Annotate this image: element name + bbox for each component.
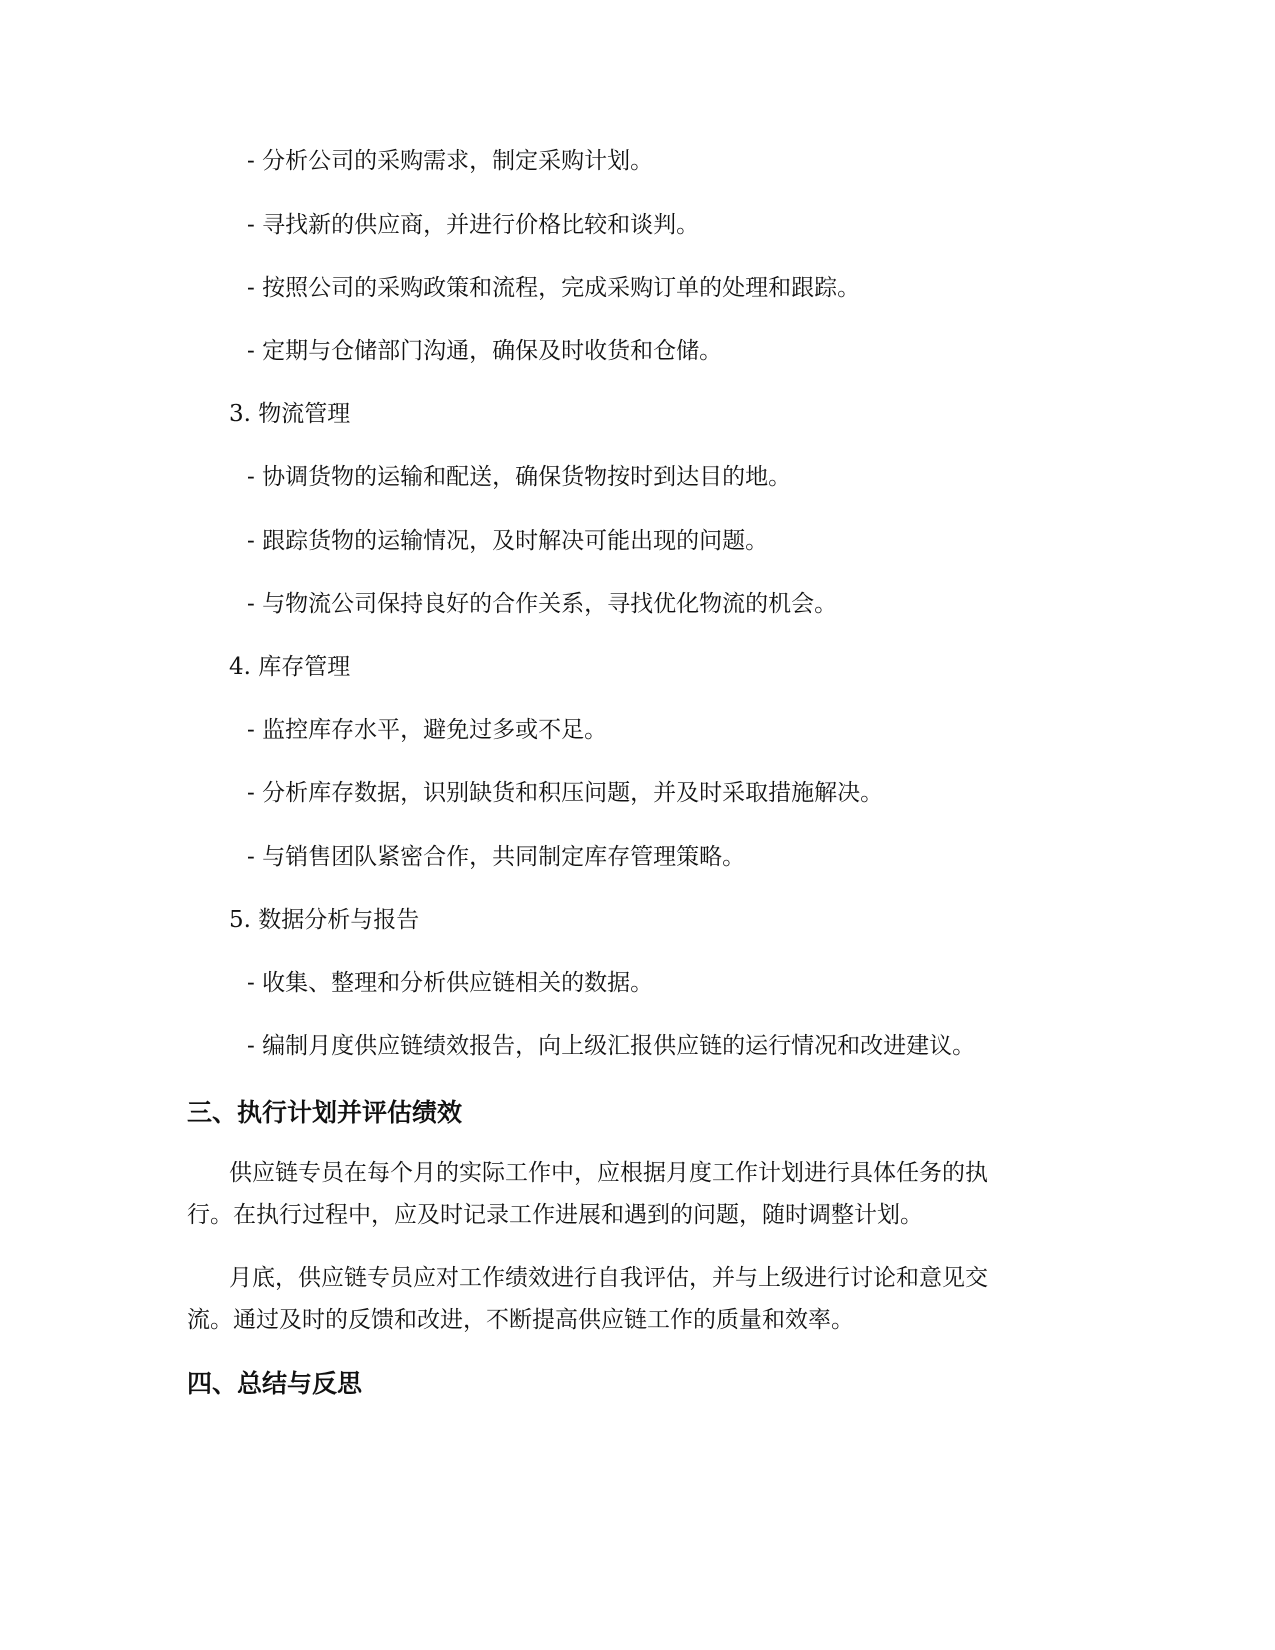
logistics-bullet: - 与物流公司保持良好的合作关系，寻找优化物流的机会。: [247, 591, 838, 617]
section3-paragraph2-line1: 月底，供应链专员应对工作绩效进行自我评估，并与上级进行讨论和意见交: [229, 1265, 988, 1291]
section3-paragraph2-line2: 流。通过及时的反馈和改进，不断提高供应链工作的质量和效率。: [187, 1307, 854, 1333]
inventory-title: 4. 库存管理: [229, 654, 351, 680]
purchasing-bullet: - 寻找新的供应商，并进行价格比较和谈判。: [247, 212, 700, 238]
inventory-bullet: - 与销售团队紧密合作，共同制定库存管理策略。: [247, 844, 746, 870]
section3-heading: 三、执行计划并评估绩效: [187, 1098, 463, 1127]
logistics-title: 3. 物流管理: [229, 401, 351, 427]
section4-heading: 四、总结与反思: [187, 1369, 363, 1398]
inventory-bullet: - 监控库存水平，避免过多或不足。: [247, 717, 608, 743]
section3-paragraph1-line2: 行。在执行过程中，应及时记录工作进展和遇到的问题，随时调整计划。: [187, 1202, 923, 1228]
purchasing-bullet: - 按照公司的采购政策和流程，完成采购订单的处理和跟踪。: [247, 275, 861, 301]
logistics-bullet: - 协调货物的运输和配送，确保货物按时到达目的地。: [247, 464, 792, 490]
section3-paragraph1-line1: 供应链专员在每个月的实际工作中，应根据月度工作计划进行具体任务的执: [229, 1160, 988, 1186]
purchasing-bullet: - 分析公司的采购需求，制定采购计划。: [247, 148, 654, 174]
inventory-bullet: - 分析库存数据，识别缺货和积压问题，并及时采取措施解决。: [247, 780, 884, 806]
data-analysis-bullet: - 编制月度供应链绩效报告，向上级汇报供应链的运行情况和改进建议。: [247, 1033, 976, 1059]
purchasing-bullet: - 定期与仓储部门沟通，确保及时收货和仓储。: [247, 338, 723, 364]
data-analysis-bullet: - 收集、整理和分析供应链相关的数据。: [247, 970, 654, 996]
logistics-bullet: - 跟踪货物的运输情况，及时解决可能出现的问题。: [247, 528, 769, 554]
data-analysis-title: 5. 数据分析与报告: [229, 907, 420, 933]
